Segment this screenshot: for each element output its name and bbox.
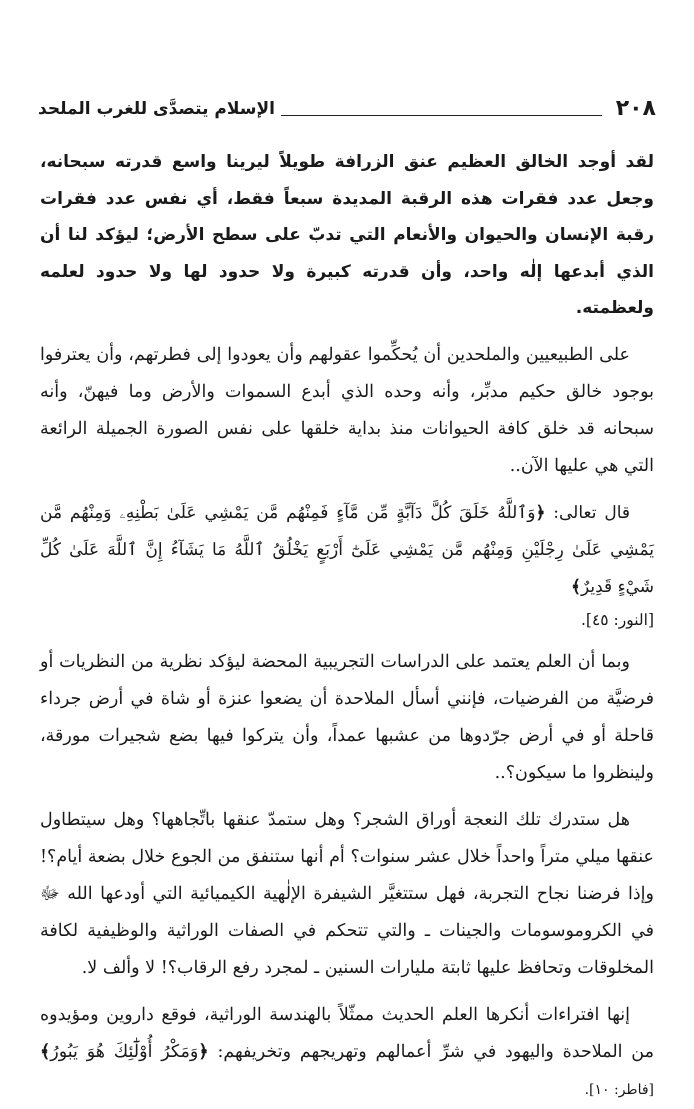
verse-reference-annur: [النور: ٤٥]. (580, 610, 654, 629)
conclusion-text: إنها افتراءات أنكرها العلم الحديث ممثّلاً بالهندسة الوراثية، فوقع داروين ومؤيدوه من الملاحدة واليهود في شرِّ أعمالهم وتهريجهم وتخريفهم: (40, 1004, 655, 1062)
verse-open-bracket: ﴿ (535, 502, 546, 523)
quran-verse-annur: وَٱللَّهُ خَلَقَ كُلَّ دَآبَّةٍ مِّن مَّآءٍ فَمِنْهُم مَّن يَمْشِي عَلَىٰ بَطْنِهِۦ وَمِنْهُم مَّن يَمْشِي عَلَىٰ رِجْلَيْنِ وَمِنْهُم مَّن يَمْشِي عَلَىٰٓ أَرْبَعٍ يَخْلُقُ ٱللَّهُ مَا يَشَآءُ إِنَّ ٱللَّهَ عَلَىٰ كُلِّ شَيْءٍ قَدِيرٌ (40, 502, 654, 597)
verse-open-bracket-2: ﴿ (198, 1041, 209, 1062)
citation-intro: قال تعالى: (545, 502, 630, 523)
paragraph-conclusion (40, 997, 654, 1109)
opening-paragraph: لقد أوجد الخالق العظيم عنق الزرافة طويلاً ليرينا واسع قدرته سبحانه، وجعل عدد فقرات هذه الرقبة المديدة سبعاً فقط، أي نفس عدد فقرات رقبة الإنسان والحيوان والأنعام التي تدبّ على سطح الأرض؛ ليؤكد لنا أن الذي أبدعها إلٰه واحد، وأن قدرته كبيرة ولا حدود لها ولا حدود لعلمه ولعظمته. (40, 152, 654, 318)
verse-close-bracket-2: ﴾ (40, 1041, 51, 1062)
verse-close-bracket: ﴾ (571, 576, 582, 597)
page-number: ٢٠٨ (615, 96, 656, 121)
paragraph-questions: هل ستدرك تلك النعجة أوراق الشجر؟ وهل ستمدّ عنقها باتِّجاهها؟ وهل سيتطاول عنقها ميلي متراً واحداً خلال عشر سنوات؟ أم أنها ستنفق من الجوع خلال بضعة أيام؟! وإذا فرضنا نجاح التجربة، فهل ستتغيَّر الشيفرة الإلٰهية الكيميائية التي أودعها الله ﷻ في الكروموسومات والجينات ـ والتي تتحكم في الصفات الوراثية والوظيفية لكافة المخلوقات وتحافظ عليها ثابتة مليارات السنين ـ لمجرد رفع الرقاب؟! لا وألف لا. (40, 809, 654, 978)
page-header (38, 88, 656, 122)
quran-verse-fatir: وَمَكْرُ أُوْلَٰٓئِكَ هُوَ يَبُورُ (50, 1041, 199, 1062)
header-rule (281, 114, 602, 116)
paragraph-naturalists: على الطبيعيين والملحدين أن يُحكِّموا عقولهم وأن يعودوا إلى فطرتهم، وأن يعترفوا بوجود خالق حكيم مدبِّر، وأنه وحده الذي أبدع السموات والأرض وما فيهنّ، وأنه سبحانه قد خلق كافة الحيوانات منذ بداية خلقها على نفس الصورة الجميلة الرائعة التي هي عليها الآن.. (40, 344, 654, 476)
running-title: الإسلام يتصدَّى للغرب الملحد (38, 99, 275, 119)
verse-reference-fatir: [فاطر: ١٠]. (584, 1081, 654, 1098)
paragraph-experiment: وبما أن العلم يعتمد على الدراسات التجريبية المحضة ليؤكد نظرية من النظريات أو فرضيَّة من الفرضيات، فإنني أسأل الملاحدة أن يضعوا عنزة أو شاة في أرض جرداء قاحلة أو في أرض جرّدوها من عشبها عمداً، وأن يتركوا فيها بضع شجيرات مورقة، ولينظروا ما سيكون؟.. (40, 651, 654, 783)
quran-citation-annur (40, 495, 654, 606)
page-body (40, 144, 654, 1109)
